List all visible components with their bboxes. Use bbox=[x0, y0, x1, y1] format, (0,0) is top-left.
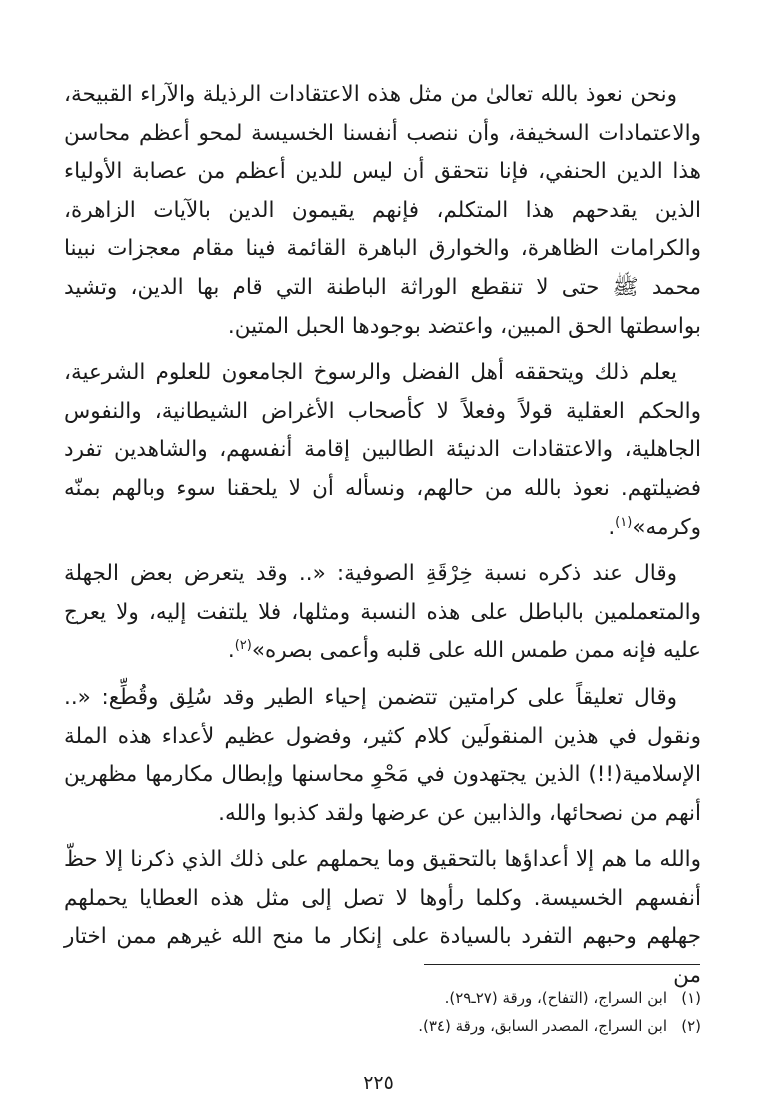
paragraph-text: وقال عند ذكره نسبة خِرْقَةِ الصوفية: «.. وقد يتعرض بعض الجهلة والمتعملمين بالباطل على هذه النسبة ومثلها، فلا يلتفت إليه، ولا يعرج عليه فإنه ممن طمس الله على قلبه وأعمى بصره» bbox=[64, 561, 701, 664]
paragraph bbox=[64, 555, 701, 671]
footnote-number: (٢) bbox=[681, 1017, 701, 1035]
footnote bbox=[64, 1012, 701, 1040]
footnote-text: ابن السراج، (التفاح)، ورقة (٢٧ـ٢٩). bbox=[444, 989, 667, 1007]
paragraph bbox=[64, 841, 701, 995]
page-number: ٢٢٥ bbox=[363, 1072, 394, 1094]
paragraph bbox=[64, 354, 701, 547]
body-text bbox=[64, 76, 701, 996]
footnote-reference[interactable]: (٢) bbox=[234, 638, 252, 654]
paragraph-tail: . bbox=[227, 638, 235, 664]
paragraph-tail: . bbox=[608, 514, 616, 540]
paragraph-text: ونحن نعوذ بالله تعالىٰ من مثل هذه الاعتقادات الرذيلة والآراء القبيحة، والاعتمادات السخيفة، وأن ننصب أنفسنا الخسيسة لمحو أعظم محاسن هذا الدين الحنفي، فإنا نتحقق أن ليس للدين أعظم من عصابة الأولياء الذين يقدحهم هذا المتكلم، فإنهم يقيمون الدين بالآيات الزاهرة، والكرامات الظاهرة، والخوارق الباهرة القائمة فينا مقام معجزات نبينا محمد ﷺ حتى لا تنقطع الوراثة الباطنة التي قام بها الدين، وتشيد بواسطتها الحق المبين، واعتضد بوجودها الحبل المتين. bbox=[64, 82, 701, 339]
footnote-text: ابن السراج، المصدر السابق، ورقة (٣٤). bbox=[418, 1017, 667, 1035]
footnote-reference[interactable]: (١) bbox=[615, 514, 633, 530]
paragraph-text: وقال تعليقاً على كرامتين تتضمن إحياء الطير وقد سُلِق وقُطِّع: «.. ونقول في هذين المنقولَين كلام كثير، وفضول عظيم لأعداء هذه الملة الإسلامية(!!) الذين يجتهدون في مَحْوِ محاسنها وإبطال مكارمها مظهرين أنهم من نصحائها، والذابين عن عرضها ولقد كذبوا والله. bbox=[64, 684, 701, 826]
footnote-divider bbox=[424, 964, 700, 965]
paragraph-text: والله ما هم إلا أعداؤها بالتحقيق وما يحملهم على ذلك الذي ذكرنا إلا حظّ أنفسهم الخسيسة. وكلما رأوها لا تصل إلى مثل هذه العطايا يحملهم جهلهم وحبهم التفرد بالسيادة على إنكار ما منح الله غيرهم ممن اختار من bbox=[64, 847, 701, 989]
paragraph bbox=[64, 679, 701, 833]
footnotes bbox=[64, 984, 701, 1040]
paragraph bbox=[64, 76, 701, 346]
footnote-number: (١) bbox=[681, 989, 701, 1007]
footnote bbox=[64, 984, 701, 1012]
paragraph-text: يعلم ذلك ويتحققه أهل الفضل والرسوخ الجامعون للعلوم الشرعية، والحكم العقلية قولاً وفعلاً لا كأصحاب الأغراض الشيطانية، والنفوس الجاهلية، والاعتقادات الدنيئة الطالبين إقامة أنفسهم، والشاهدين تفرد فضيلتهم. نعوذ بالله من حالهم، ونسأله أن لا يلحقنا سوء وبالهم بمنّه وكرمه» bbox=[64, 360, 701, 540]
